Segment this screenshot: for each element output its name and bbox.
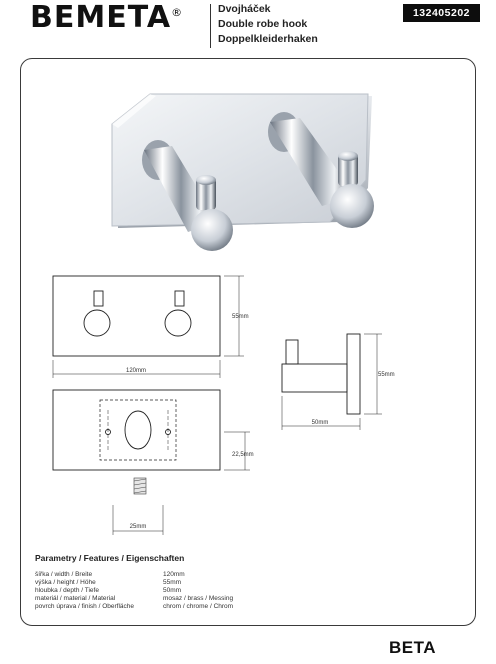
brand-name: BEMETA [30, 0, 172, 35]
front-height-label: 55mm [232, 314, 249, 320]
side-depth-label: 50mm [311, 420, 329, 426]
front-width-label: 120mm [125, 368, 147, 374]
spec-value: 120mm [163, 571, 185, 578]
spec-row [35, 587, 455, 595]
side-view-drawing [282, 334, 382, 430]
screw-spacing-label: 25mm [129, 524, 147, 530]
product-photo [112, 94, 374, 251]
spec-label: povrch úprava / finish / Oberfläche [35, 603, 134, 610]
spec-label: hloubka / depth / Tiefe [35, 587, 99, 594]
spec-row [35, 579, 455, 587]
spec-row [35, 603, 455, 611]
series-name: BETA [388, 638, 436, 657]
product-name-de: Doppelkleiderhaken [218, 33, 318, 45]
registered-mark: ® [171, 6, 184, 19]
spec-label: materiál / material / Material [35, 595, 116, 602]
features-title: Parametry / Features / Eigenschaften [35, 553, 185, 563]
spec-value: 55mm [163, 579, 182, 586]
spec-label: šířka / width / Breite [35, 571, 93, 578]
product-name-cz: Dvojháček [218, 3, 271, 15]
features-section [35, 553, 455, 611]
back-offset-label: 22,5mm [232, 452, 254, 458]
spec-row [35, 595, 455, 603]
front-view-drawing [53, 276, 244, 378]
back-view-drawing [53, 390, 250, 535]
screw-icon [134, 478, 146, 494]
side-height-label: 55mm [378, 372, 395, 378]
spec-value: 50mm [163, 587, 182, 594]
product-code: 132405202 [403, 4, 480, 22]
spec-label: výška / height / Höhe [35, 579, 96, 586]
spec-value: chrom / chrome / Chrom [163, 603, 234, 610]
spec-row [35, 571, 455, 579]
spec-value: mosaz / brass / Messing [163, 595, 234, 602]
product-name-en: Double robe hook [218, 18, 308, 30]
